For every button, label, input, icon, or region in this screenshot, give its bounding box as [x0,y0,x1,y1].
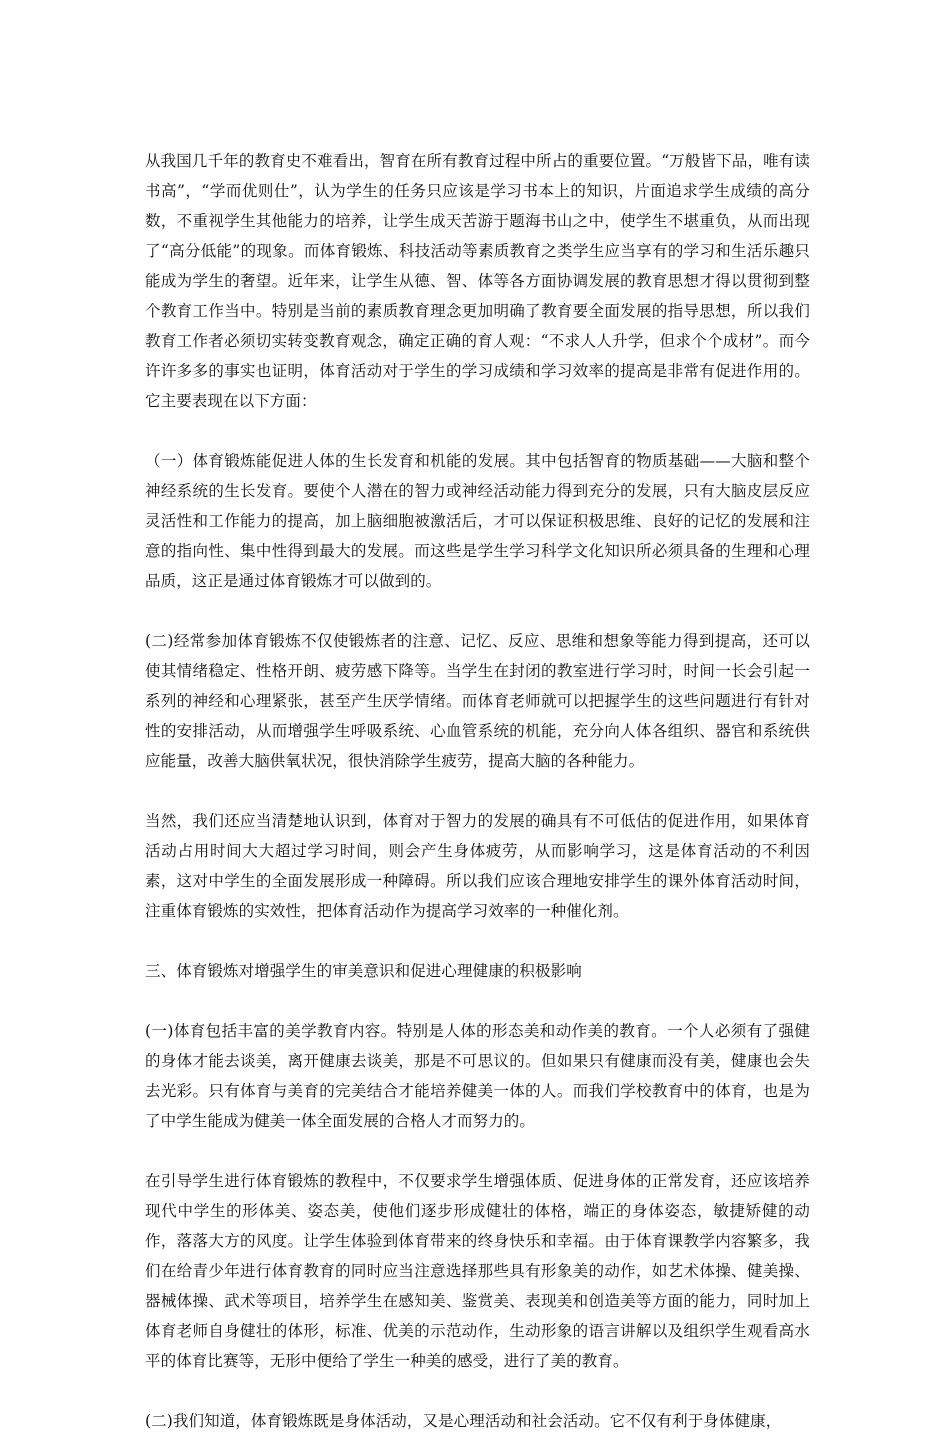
section-heading-3: 三、体育锻炼对增强学生的审美意识和促进心理健康的积极影响 [145,962,582,980]
paragraph-caveat: 当然，我们还应当清楚地认识到，体育对于智力的发展的确具有不可低估的促进作用，如果体育活动占用时间大大超过学习时间，则会产生身体疲劳，从而影响学习，这是体育活动的不利因素，这对中学生的全面发展形成一种障碍。所以我们应该合理地安排学生的课外体育活动时间，注重体育锻炼的实效性，把体育活动作为提高学习效率的一种催化剂。 [145,812,810,920]
paragraph-point-2: (二)经常参加体育锻炼不仅使锻炼者的注意、记忆、反应、思维和想象等能力得到提高，还可以使其情绪稳定、性格开朗、疲劳感下降等。当学生在封闭的教室进行学习时，时间一长会引起一系列的神经和心理紧张，甚至产生厌学情绪。而体育老师就可以把握学生的这些问题进行有针对性的安排活动，从而增强学生呼吸系统、心血管系统的机能，充分向人体各组织、器官和系统供应能量，改善大脑供氧状况，很快消除学生疲劳，提高大脑的各种能力。 [145,632,810,770]
paragraph-aesthetics-2: (二)我们知道，体育锻炼既是身体活动，又是心理活动和社会活动。它不仅有利于身体健康， [145,1412,782,1430]
paragraph-intro: 从我国几千年的教育史不难看出，智育在所有教育过程中所占的重要位置。“万般皆下品，唯有读书高”，“学而优则仕”，认为学生的任务只应该是学习书本上的知识，片面追求学生成绩的高分数，不重视学生其他能力的培养，让学生成天苦游于题海书山之中，使学生不堪重负，从而出现了“高分低能”的现象。而体育锻炼、科技活动等素质教育之类学生应当享有的学习和生活乐趣只能成为学生的奢望。近年来，让学生从德、智、体等各方面协调发展的教育思想才得以贯彻到整个教育工作当中。特别是当前的素质教育理念更加明确了教育要全面发展的指导思想，所以我们教育工作者必须切实转变教育观念，确定正确的育人观：“不求人人升学，但求个个成材”。而今许许多多的事实也证明，体育活动对于学生的学习成绩和学习效率的提高是非常有促进作用的。它主要表现在以下方面： [145,152,810,410]
paragraph-point-1: （一）体育锻炼能促进人体的生长发育和机能的发展。其中包括智育的物质基础——大脑和整个神经系统的生长发育。要使个人潜在的智力或神经活动能力得到充分的发展，只有大脑皮层反应灵活性和工作能力的提高，加上脑细胞被激活后，才可以保证积极思维、良好的记忆的发展和注意的指向性、集中性得到最大的发展。而这些是学生学习科学文化知识所必须具备的生理和心理品质，这正是通过体育锻炼才可以做到的。 [145,452,810,590]
paragraph-aesthetics-1: (一)体育包括丰富的美学教育内容。特别是人体的形态美和动作美的教育。一个人必须有了强健的身体才能去谈美，离开健康去谈美，那是不可思议的。但如果只有健康而没有美，健康也会失去光彩。只有体育与美育的完美结合才能培养健美一体的人。而我们学校教育中的体育，也是为了中学生能成为健美一体全面发展的合格人才而努力的。 [145,1022,810,1130]
document-body [145,146,810,1436]
paragraph-aesthetics-guidance: 在引导学生进行体育锻炼的教程中，不仅要求学生增强体质、促进身体的正常发育，还应该培养现代中学生的形体美、姿态美，使他们逐步形成健壮的体格，端正的身体姿态，敏捷矫健的动作，落落大方的风度。让学生体验到体育带来的终身快乐和幸福。由于体育课教学内容繁多，我们在给青少年进行体育教育的同时应当注意选择那些具有形象美的动作，如艺术体操、健美操、器械体操、武术等项目，培养学生在感知美、鉴赏美、表现美和创造美等方面的能力，同时加上体育老师自身健壮的体形，标准、优美的示范动作，生动形象的语言讲解以及组织学生观看高水平的体育比赛等，无形中便给了学生一种美的感受，进行了美的教育。 [145,1172,810,1370]
